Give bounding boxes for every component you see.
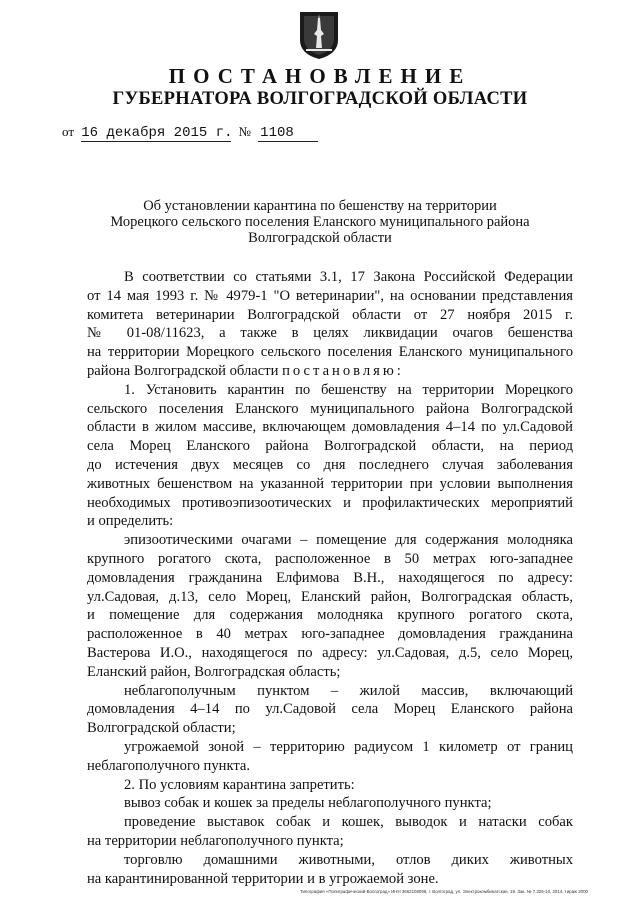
body-line: животных бешенством на указанной территории при условии выполнения xyxy=(87,475,573,492)
printer-footer: Типография «Полиграфический-Волгоград» ИНН 3662108098, г. Волгоград, ул. Электрокомбинатская, 19. Зак. № 7.326-10, 2014, тираж 2000 xyxy=(300,889,588,894)
document-subject xyxy=(100,198,540,246)
body-line: крупного рогатого скота, расположенное в 50 метрах юго-западнее xyxy=(87,550,573,567)
body-line: № 01-08/11623, а также в целях ликвидации очагов бешенства xyxy=(87,325,573,342)
document-number: 1108 xyxy=(258,125,318,142)
subject-line: Морецкого сельского поселения Еланского муниципального района xyxy=(110,214,530,230)
document-date: 16 декабря 2015 г. xyxy=(81,125,233,141)
body-line: расположенное в 40 метрах юго-западнее домовладения гражданина xyxy=(87,626,573,643)
body-line: на территории неблагополучного пункта; xyxy=(87,832,344,849)
body-line: 1. Установить карантин по бешенству на территории Морецкого xyxy=(124,381,573,398)
body-line: до истечения двух месяцев со дня последнего случая заболевания xyxy=(87,456,573,473)
body-line: торговлю домашними животными, отлов диких животных xyxy=(124,851,573,868)
body-line: В соответствии со статьями 3.1, 17 Закона Российской Федерации xyxy=(124,269,573,285)
body-line: комитета ветеринарии Волгоградской области от 27 ноября 2015 г. xyxy=(87,306,573,323)
document-body xyxy=(87,268,573,888)
body-line: необходимых противоэпизоотических и профилактических мероприятий xyxy=(87,494,573,511)
body-line: на территории Морецкого сельского поселения Еланского муниципального xyxy=(87,344,573,361)
body-line-text: района Волгоградской области xyxy=(87,362,279,379)
body-line: и помещение для содержания молодняка крупного рогатого скота, xyxy=(87,607,573,624)
body-line: домовладения гражданина Елфимова В.Н., находящегося по адресу: xyxy=(87,569,573,586)
body-line: и определить: xyxy=(87,513,174,530)
subject-line: Об установлении карантина по бешенству на территории xyxy=(143,198,497,214)
body-line: эпизоотическими очагами – помещение для содержания молодняка xyxy=(124,532,573,549)
body-line: сельского поселения Еланского муниципального района Волгоградской xyxy=(87,400,573,417)
body-line: Вастерова И.О., находящегося по адресу: ул.Садовая, д.5, село Морец, xyxy=(87,644,573,661)
body-line: села Морец Еланского района Волгоградской области, на период xyxy=(87,438,573,455)
body-line: на карантинированной территории и в угрожаемой зоне. xyxy=(87,870,439,887)
body-line xyxy=(87,362,573,381)
body-line: от 14 мая 1993 г. № 4979-1 "О ветеринарии", на основании представления xyxy=(87,287,573,304)
body-line: Волгоградской области; xyxy=(87,720,236,737)
body-line: неблагополучным пунктом – жилой массив, включающий xyxy=(124,682,573,699)
body-line: области в жилом массиве, включающем домовладения 4–14 по ул.Садовой xyxy=(87,419,573,436)
number-label: № xyxy=(238,124,251,139)
body-line: ул.Садовая, д.13, село Морец, Еланский район, Волгоградская область, xyxy=(87,588,573,605)
document-title: ПОСТАНОВЛЕНИЕ xyxy=(168,64,472,88)
body-line: Еланский район, Волгоградская область; xyxy=(87,663,341,680)
from-label: от xyxy=(62,124,75,139)
body-line: вывоз собак и кошек за пределы неблагополучного пункта; xyxy=(124,795,492,812)
body-line: проведение выставок собак и кошек, выводок и натаски собак xyxy=(124,814,573,831)
body-line: угрожаемой зоной – территорию радиусом 1 километр от границ xyxy=(124,738,573,755)
body-line: домовладения 4–14 по ул.Садовой села Морец Еланского района xyxy=(87,701,573,718)
volgograd-coat-of-arms-emblem xyxy=(297,10,341,60)
document-subtitle: ГУБЕРНАТОРА ВОЛГОГРАДСКОЙ ОБЛАСТИ xyxy=(112,89,528,109)
body-line: 2. По условиям карантина запретить: xyxy=(124,776,355,793)
postanovlyayu-word: постановляю: xyxy=(282,362,404,379)
body-line: неблагополучного пункта. xyxy=(87,757,251,774)
subject-line: Волгоградской области xyxy=(248,230,392,246)
date-number-line xyxy=(62,124,318,142)
